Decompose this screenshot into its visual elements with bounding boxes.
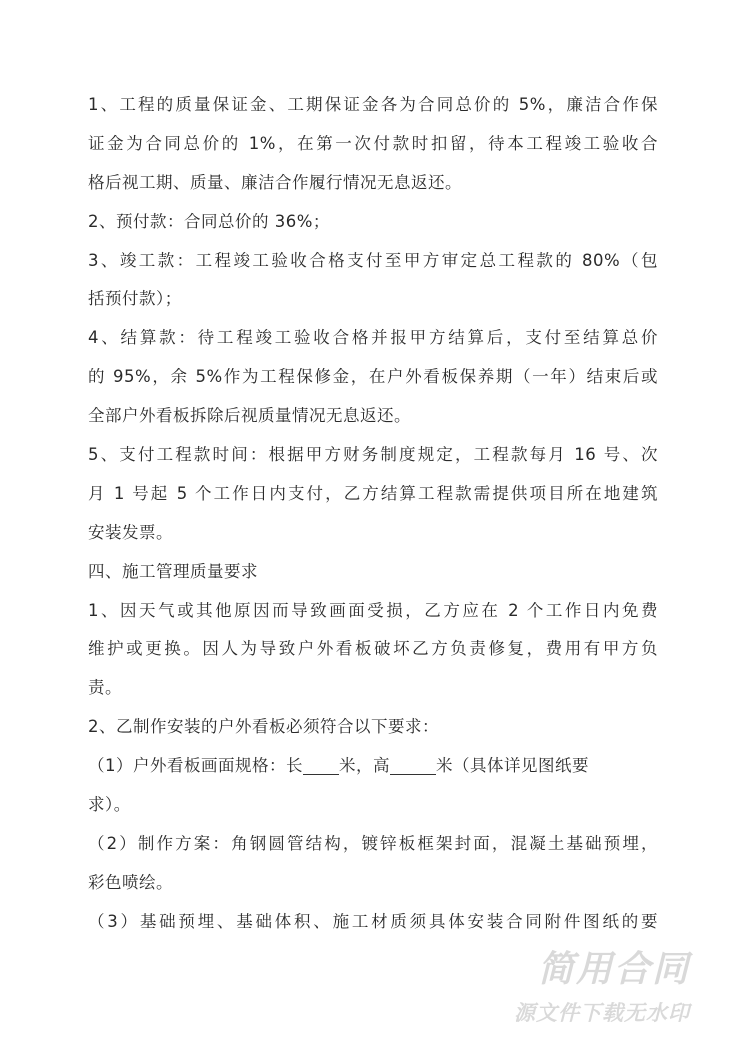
text-line: 4、结算款：待工程竣工验收合格并报甲方结算后，支付至结算总价 (88, 328, 658, 348)
text-line: 求）。 (88, 795, 131, 815)
text-line: 的 95%，余 5%作为工程保修金，在户外看板保养期（一年）结束后或 (88, 367, 658, 387)
length-blank (303, 754, 339, 775)
section-heading: 四、施工管理质量要求 (88, 561, 258, 581)
text-line: （3）基础预埋、基础体积、施工材质须具体安装合同附件图纸的要 (88, 911, 658, 931)
text-line: 安装发票。 (88, 522, 173, 542)
text-line: 证金为合同总价的 1%，在第一次付款时扣留，待本工程竣工验收合 (88, 133, 658, 153)
text-line: 3、竣工款：工程竣工验收合格支付至甲方审定总工程款的 80%（包 (88, 250, 658, 270)
text-line: 5、支付工程款时间：根据甲方财务制度规定，工程款每月 16 号、次 (88, 445, 658, 465)
text-line: 维护或更换。因人为导致户外看板破坏乙方负责修复，费用有甲方负 (88, 639, 658, 659)
text-line: 月 1 号起 5 个工作日内支付，乙方结算工程款需提供项目所在地建筑 (88, 483, 658, 503)
text-line: 彩色喷绘。 (88, 872, 173, 892)
text-line: 全部户外看板拆除后视质量情况无息返还。 (88, 406, 411, 426)
text-line: 2、乙制作安装的户外看板必须符合以下要求： (88, 717, 439, 737)
text-line: 1、因天气或其他原因而导致画面受损，乙方应在 2 个工作日内免费 (88, 600, 658, 620)
document-body (88, 86, 658, 942)
text-line: 责。 (88, 678, 122, 698)
watermark-subtitle: 源文件下载无水印 (514, 1001, 690, 1025)
text-line: 括预付款）； (88, 289, 182, 309)
text-line: 1、工程的质量保证金、工期保证金各为合同总价的 5%，廉洁合作保 (88, 95, 658, 114)
spec-mid: 米，高 (339, 756, 390, 776)
spec-label: （1）户外看板画面规格：长 (88, 756, 303, 776)
text-line: （2）制作方案：角钢圆管结构，镀锌板框架封面，混凝土基础预埋， (88, 833, 658, 853)
text-line: 2、预付款：合同总价的 36%； (88, 211, 330, 231)
spec-tail: 米（具体详见图纸要 (436, 756, 589, 776)
watermark-title: 简用合同 (537, 949, 690, 990)
text-line: 格后视工期、质量、廉洁合作履行情况无息返还。 (88, 172, 462, 192)
spec-line (88, 747, 658, 786)
height-blank (390, 754, 436, 775)
